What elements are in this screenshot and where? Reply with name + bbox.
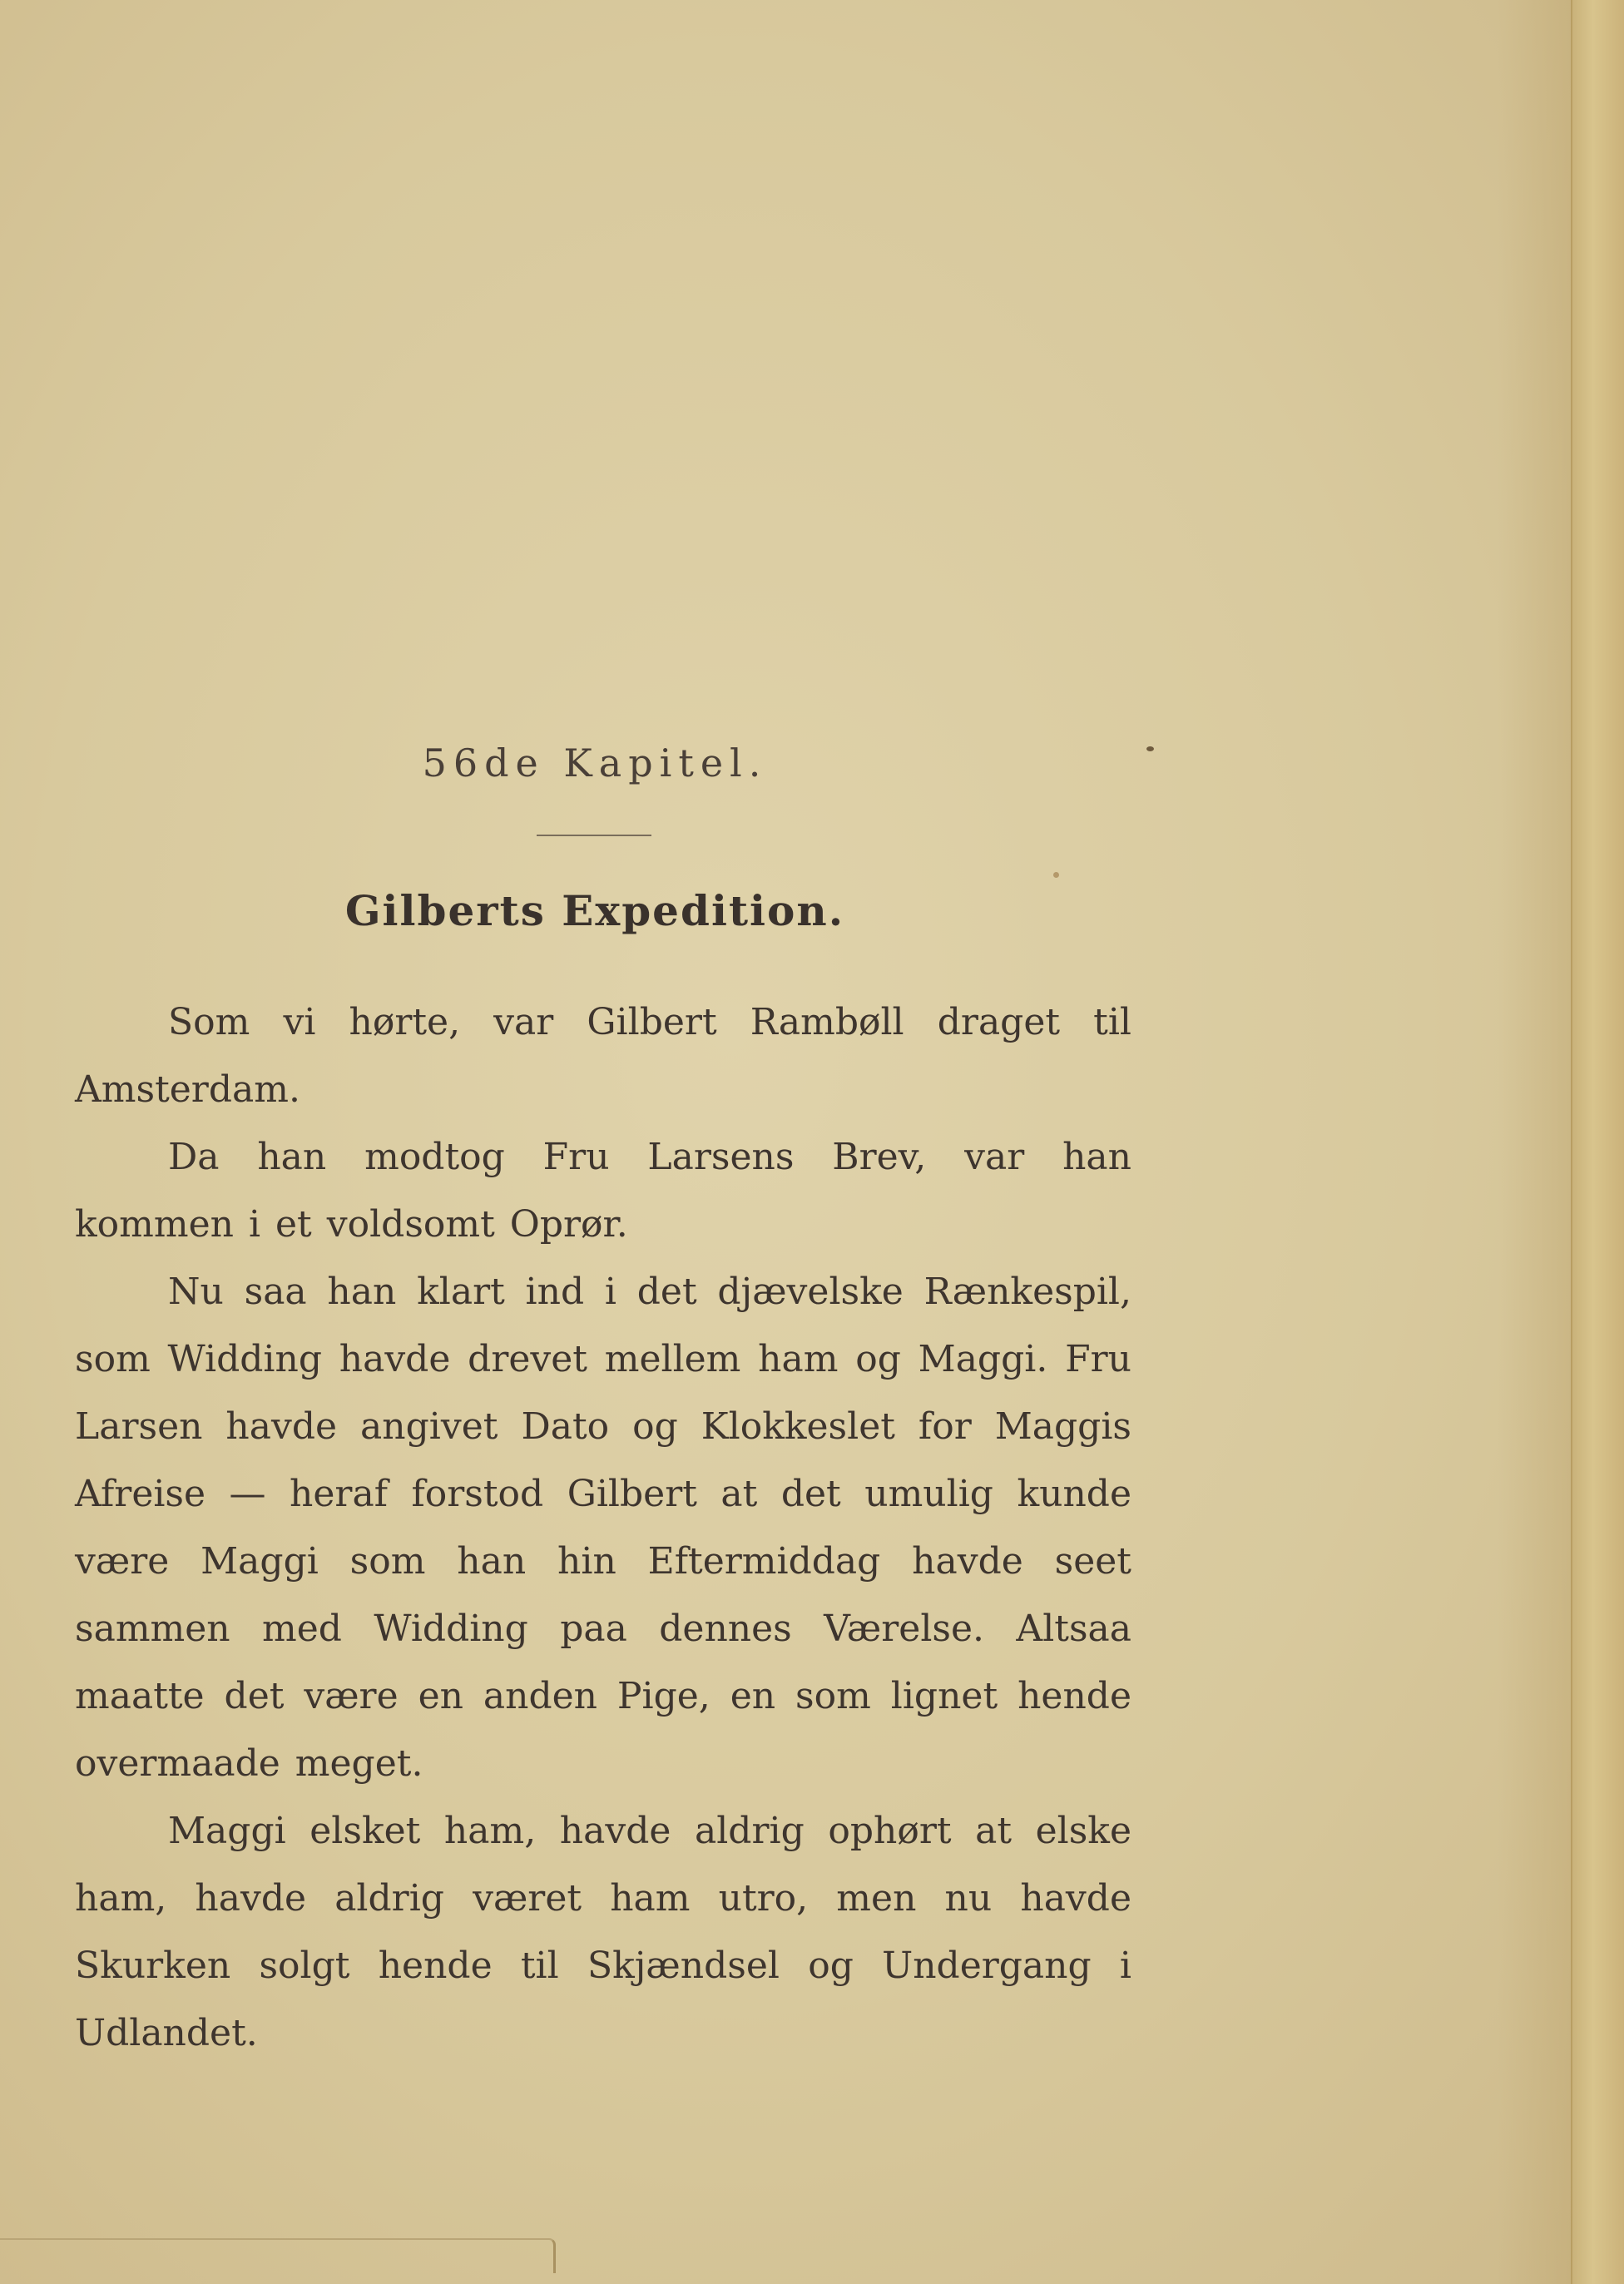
paragraph: Da han modtog Fru Larsens Brev, var han kommen i et voldsomt Oprør.	[75, 1136, 1131, 1246]
page-gutter-shadow	[1498, 0, 1572, 2284]
paragraph: Nu saa han klart ind i det djævelske Rænkespil, som Widding havde drevet mellem ham og Maggi. Fru Larsen havde angivet Dato og Klokkeslet for Maggis Afreise — heraf forstod Gilbert at det umulig kunde være Maggi som han hin Eftermiddag havde seet sammen med Widding paa dennes Værelse. Altsaa maatte det være en anden Pige, en som lignet hende overmaade meget.	[75, 1271, 1131, 1785]
book-edge	[1571, 0, 1624, 2284]
paragraph: Maggi elsket ham, havde aldrig ophørt at elske ham, havde aldrig været ham utro, men nu havde Skurken solgt hende til Skjændsel og Undergang i Udlandet.	[75, 1810, 1131, 2054]
ink-speck	[1053, 872, 1059, 878]
chapter-heading: 56de Kapitel.	[422, 741, 768, 785]
chapter-body	[75, 988, 1131, 2067]
paragraph: Som vi hørte, var Gilbert Rambøll draget til Amsterdam.	[75, 1001, 1131, 1111]
chapter-title: Gilberts Expedition.	[344, 886, 845, 935]
heading-divider	[537, 835, 651, 836]
page-corner-mark	[0, 2238, 556, 2273]
